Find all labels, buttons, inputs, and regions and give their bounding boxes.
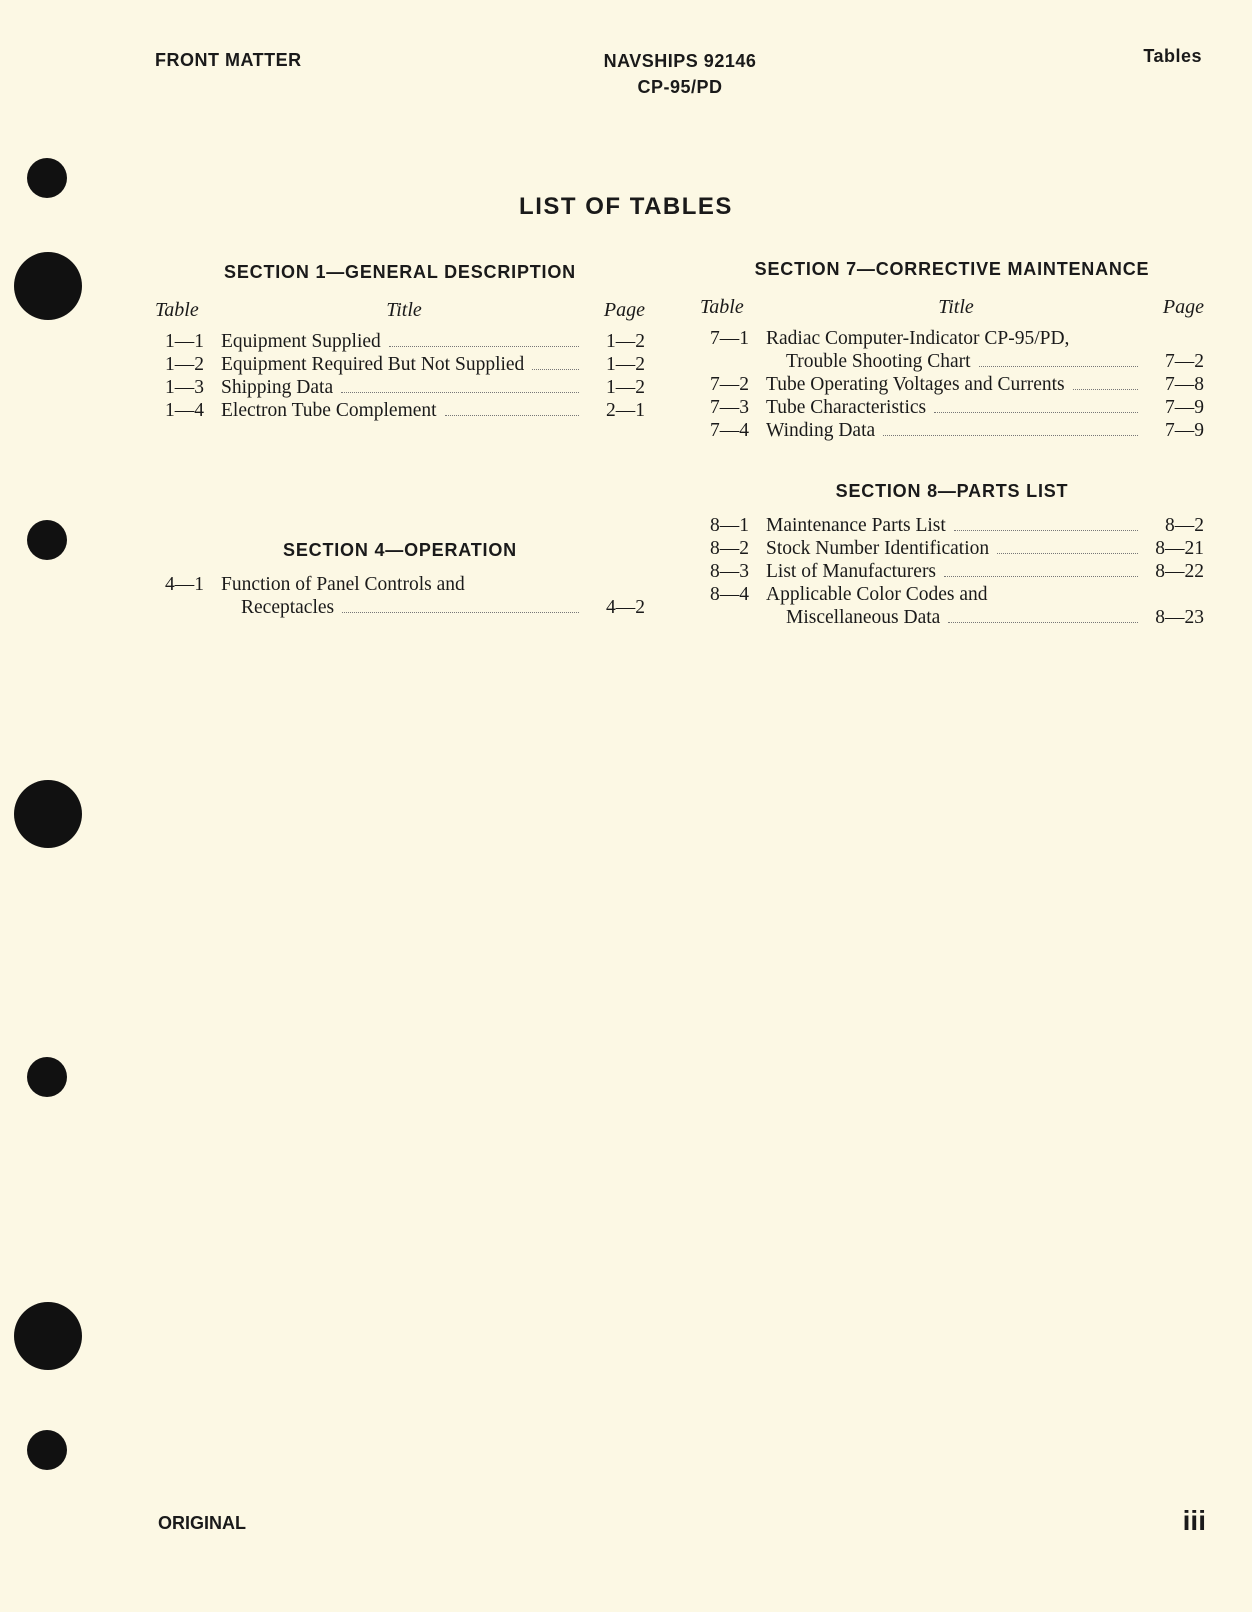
table-title-block [221, 573, 587, 619]
table-number: 7—2 [710, 374, 749, 395]
binder-hole [27, 1430, 67, 1470]
table-title [766, 419, 1146, 442]
table-number: 1—1 [165, 331, 204, 352]
table-row [700, 373, 1204, 396]
table-page: 7—9 [1165, 420, 1204, 441]
table-row [155, 376, 645, 399]
table-title-text: Maintenance Parts List [766, 515, 946, 536]
table-title-text: Electron Tube Complement [221, 400, 437, 421]
table-page: 1—2 [606, 377, 645, 398]
table-page: 2—1 [606, 400, 645, 421]
table-title-line1: Function of Panel Controls and [221, 574, 465, 595]
dot-leader [948, 606, 1138, 623]
table-page: 8—21 [1155, 538, 1204, 559]
column-header-page: Page [603, 299, 645, 321]
dot-leader [445, 399, 579, 416]
table-title [766, 514, 1146, 537]
section-7 [700, 259, 1204, 442]
table-number: 1—4 [165, 400, 204, 421]
section-heading: SECTION 1—GENERAL DESCRIPTION [224, 262, 576, 282]
column-header-table: Table [700, 296, 744, 318]
dot-leader [342, 596, 579, 613]
dot-leader [934, 396, 1138, 413]
table-number: 7—4 [710, 420, 749, 441]
table-title [766, 583, 1146, 629]
table-title-line1: Applicable Color Codes and [766, 584, 988, 605]
table-page: 8—2 [1165, 515, 1204, 536]
table-number: 1—3 [165, 377, 204, 398]
table-row [700, 537, 1204, 560]
table-number: 4—1 [165, 574, 204, 595]
table-title-line2 [221, 596, 587, 619]
table-page: 1—2 [606, 331, 645, 352]
page-number: iii [1182, 1505, 1206, 1536]
table-title [221, 399, 587, 422]
table-title-text: Shipping Data [221, 377, 334, 398]
header-left: FRONT MATTER [155, 50, 302, 70]
binder-hole [27, 520, 67, 560]
table-title-line2-text: Trouble Shooting Chart [786, 351, 971, 372]
table-page: 8—23 [1155, 607, 1204, 628]
binder-hole [27, 158, 67, 198]
section-heading: SECTION 4—OPERATION [283, 540, 517, 560]
binder-hole [14, 780, 82, 848]
table-title [766, 537, 1146, 560]
table-title-text: Tube Operating Voltages and Currents [766, 374, 1065, 395]
table-title-text: List of Manufacturers [766, 561, 937, 582]
binder-hole [27, 1057, 67, 1097]
column-header-title: Title [386, 299, 422, 321]
table-row [700, 327, 1204, 373]
table-page: 8—22 [1155, 561, 1204, 582]
dot-leader [389, 330, 579, 347]
table-title-text: Equipment Supplied [221, 331, 381, 352]
doc-number: NAVSHIPS 92146 [603, 51, 757, 71]
table-page: 7—2 [1165, 351, 1204, 372]
column-header-page: Page [1162, 296, 1204, 318]
binder-hole [14, 252, 82, 320]
binder-hole [14, 1302, 82, 1370]
table-title [221, 376, 587, 399]
table-title-text: Tube Characteristics [766, 397, 927, 418]
table-title-block [766, 583, 1146, 629]
table-row [155, 573, 645, 619]
table-title [221, 573, 587, 619]
table-number: 7—3 [710, 397, 749, 418]
table-row [700, 583, 1204, 629]
section-8 [700, 481, 1204, 629]
table-title-text: Equipment Required But Not Supplied [221, 354, 525, 375]
dot-leader [532, 353, 579, 370]
table-number: 7—1 [710, 328, 749, 349]
footer-left: ORIGINAL [158, 1513, 246, 1533]
dot-leader [341, 376, 579, 393]
table-title-line2 [766, 606, 1146, 629]
table-row [700, 419, 1204, 442]
dot-leader [979, 350, 1138, 367]
column-header-title: Title [938, 296, 974, 318]
table-title [766, 560, 1146, 583]
dot-leader [944, 560, 1138, 577]
table-title-line2-text: Miscellaneous Data [786, 607, 941, 628]
equipment-id: CP-95/PD [637, 77, 723, 97]
table-title-text: Winding Data [766, 420, 876, 441]
header-right: Tables [1143, 46, 1202, 66]
column-header-table: Table [155, 299, 199, 321]
section-heading: SECTION 7—CORRECTIVE MAINTENANCE [754, 259, 1150, 279]
table-row [700, 514, 1204, 537]
section-4 [155, 540, 645, 619]
table-row [700, 396, 1204, 419]
table-page: 4—2 [606, 597, 645, 618]
table-title [221, 353, 587, 376]
column-headers [155, 299, 645, 322]
table-number: 8—2 [710, 538, 749, 559]
table-title-line1: Radiac Computer-Indicator CP-95/PD, [766, 328, 1070, 349]
table-title [766, 327, 1146, 373]
table-row [700, 560, 1204, 583]
table-title [766, 396, 1146, 419]
table-page: 7—8 [1165, 374, 1204, 395]
table-number: 8—1 [710, 515, 749, 536]
column-headers [700, 296, 1204, 319]
section-1 [155, 262, 645, 422]
table-row [155, 353, 645, 376]
table-title-line2 [766, 350, 1146, 373]
dot-leader [997, 537, 1138, 554]
page-title: LIST OF TABLES [519, 193, 733, 220]
table-title-line2-text: Receptacles [241, 597, 335, 618]
section-heading: SECTION 8—PARTS LIST [835, 481, 1069, 501]
table-title [221, 330, 587, 353]
dot-leader [954, 514, 1138, 531]
table-title-text: Stock Number Identification [766, 538, 990, 559]
table-row [155, 399, 645, 422]
table-number: 8—3 [710, 561, 749, 582]
table-title-block [766, 327, 1146, 373]
table-row [155, 330, 645, 353]
table-number: 8—4 [710, 584, 749, 605]
dot-leader [1073, 373, 1138, 390]
header-center [560, 48, 800, 100]
table-title [766, 373, 1146, 396]
table-page: 7—9 [1165, 397, 1204, 418]
dot-leader [883, 419, 1138, 436]
table-page: 1—2 [606, 354, 645, 375]
table-number: 1—2 [165, 354, 204, 375]
